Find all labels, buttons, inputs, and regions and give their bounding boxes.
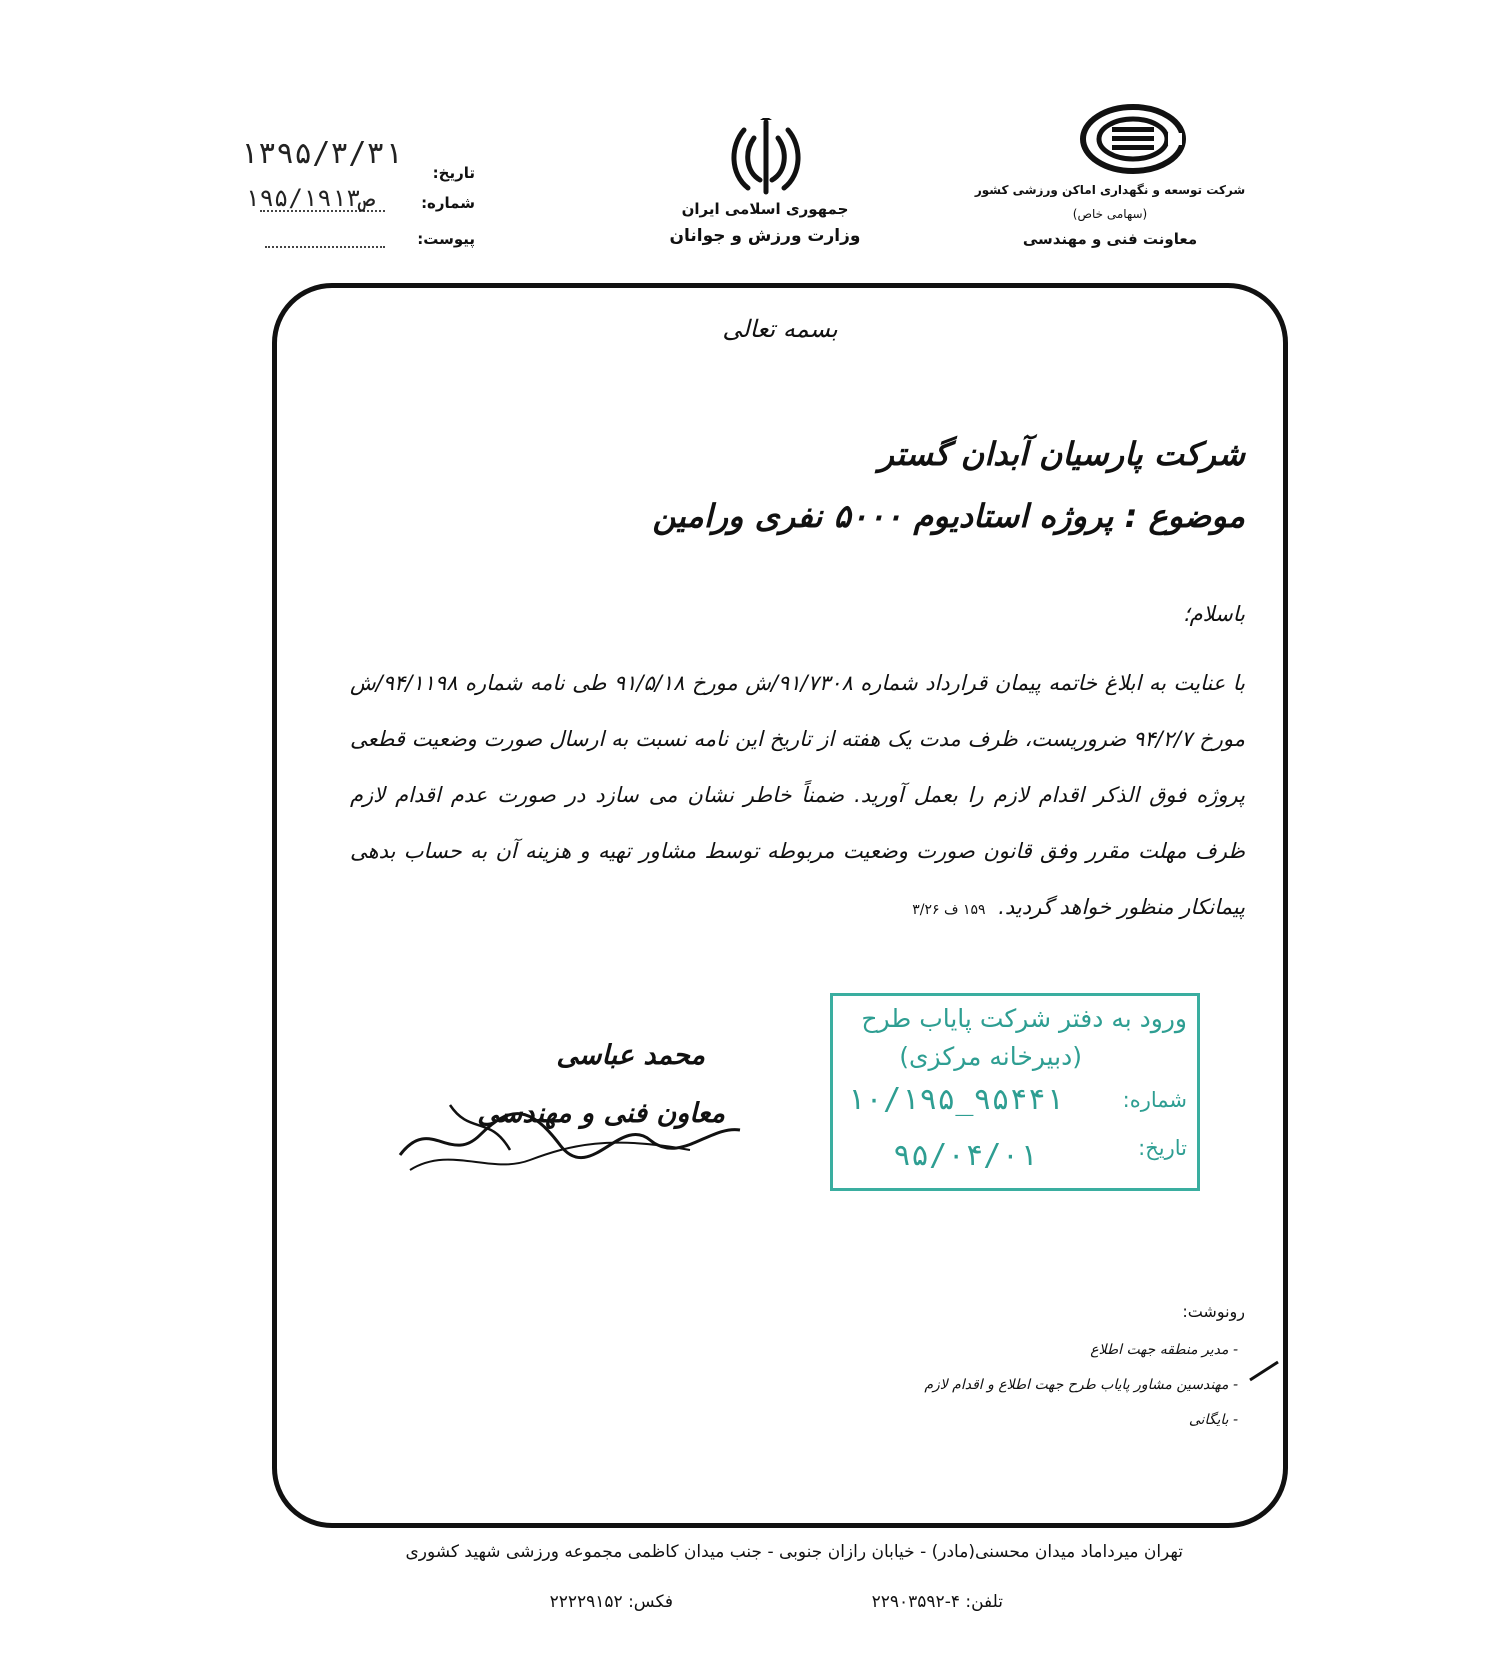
greeting: باسلام؛ [1182,602,1245,626]
attachment-dots [265,246,385,248]
date-value: ۱۳۹۵/۳/۳۱ [240,136,403,171]
stamp-number-value: ۱۰/۱۹۵_۹۵۴۴۱ [847,1082,1064,1117]
letter-body-text: با عنایت به ابلاغ خاتمه پیمان قرارداد شماره ۹۱/۷۳۰۸/ش مورخ ۹۱/۵/۱۸ طی نامه شماره ۹۴/۱۱۹۸/ش مورخ ۹۴/۲/۷ ضروریست، ظرف مدت یک هفته از تاریخ این نامه نسبت به ارسال صورت وضعیت قطعی پروژه فوق الذکر اقدام لازم را بعمل آورید. ضمناً خاطر نشان می سازد در صورت عدم اقدام لازم ظرف مهلت مقرر وفق قانون صورت وضعیت مربوطه توسط مشاور تهیه و هزینه آن به حساب بدهی پیمانکار منظور خواهد گردید. [350,671,1246,919]
recipient: شرکت پارسیان آبدان گستر [878,435,1245,473]
handwritten-signature [390,1075,750,1185]
iran-emblem-icon [722,118,810,198]
footer-phone: تلفن: ۴-۲۲۹۰۳۵۹۲ [871,1592,1003,1612]
letter-meta [215,136,475,270]
company-name: شرکت توسعه و نگهداری اماکن ورزشی کشور [974,183,1246,197]
company-type: (سهامی خاص) [1072,207,1148,221]
attachment-label: پیوست: [417,230,475,248]
reference-note: ۱۵۹ ف ۳/۲۶ [912,902,986,918]
country-name: جمهوری اسلامی ایران [681,200,849,218]
checkmark-icon [1248,1360,1280,1382]
cc-item: - بایگانی [1188,1412,1238,1428]
attachment-row [215,218,475,252]
footer-fax: فکس: ۲۲۲۲۹۱۵۲ [549,1592,673,1612]
bismillah: بسمه تعالی [722,315,838,343]
department-name: معاونت فنی و مهندسی [1022,230,1198,248]
date-label: تاریخ: [432,164,475,182]
stamp-date-label: تاریخ: [1138,1136,1187,1160]
cc-title: رونوشت: [1182,1302,1245,1321]
stamp-date-value: ۹۵/۰۴/۰۱ [893,1138,1038,1173]
stamp-office: ورود به دفتر شرکت پایاب طرح [861,1004,1187,1033]
stamp-number-label: شماره: [1122,1088,1187,1112]
number-value: ۱۹۵/۱۹۱۳ص [245,184,376,212]
ministry-name: وزارت ورزش و جوانان [669,226,861,246]
cc-item: - مدیر منطقه جهت اطلاع [1090,1342,1238,1358]
letter-body [350,655,1245,938]
stamp-department: (دبیرخانه مرکزی) [899,1042,1082,1071]
date-row [215,136,475,182]
signer-name: محمد عباسی [556,1040,705,1071]
cc-item: - مهندسین مشاور پایاب طرح جهت اطلاع و اقدام لازم [924,1377,1238,1393]
company-logo-icon [1078,103,1188,175]
signer-title: معاون فنی و مهندسی [477,1098,725,1129]
number-row [215,182,475,216]
footer-address: تهران میرداماد میدان محسنی(مادر) - خیابان رازان جنوبی - جنب میدان کاظمی مجموعه ورزشی شهید کشوری [405,1542,1183,1562]
subject: موضوع : پروژه استادیوم ۵۰۰۰ نفری ورامین [652,497,1245,535]
number-label: شماره: [421,194,475,212]
received-stamp [830,993,1200,1191]
